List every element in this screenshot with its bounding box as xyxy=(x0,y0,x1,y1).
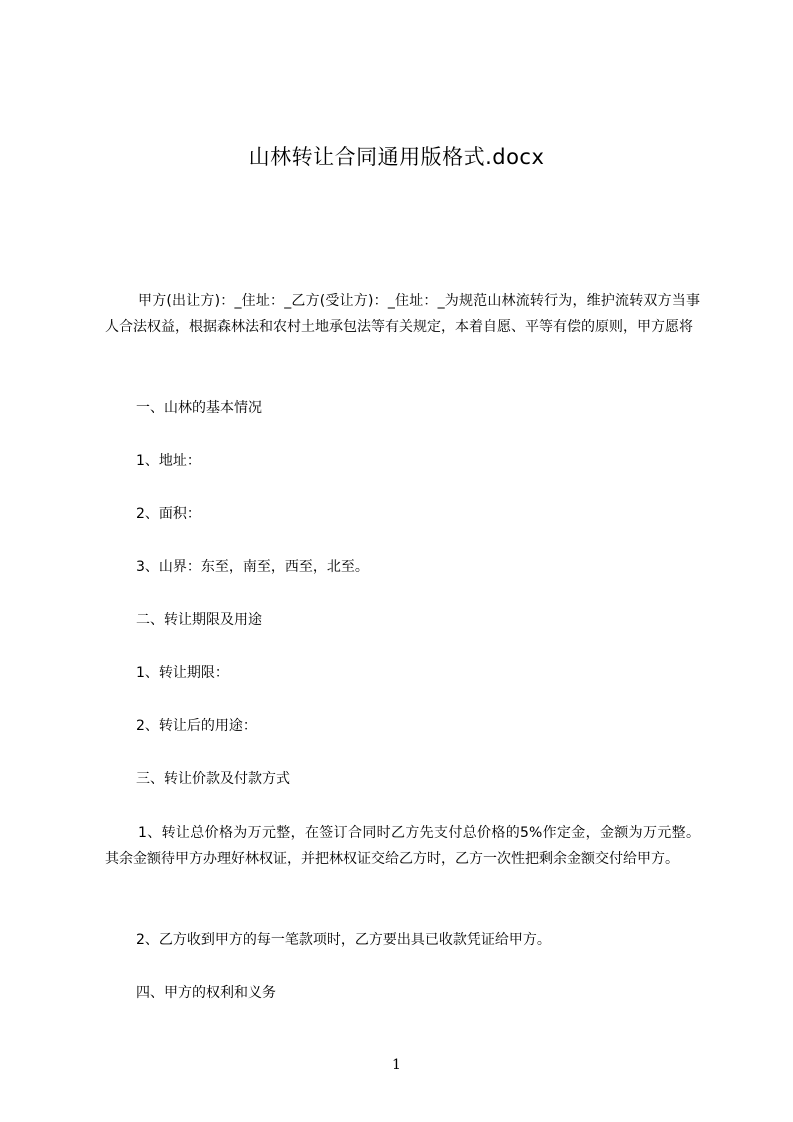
section-4-heading: 四、甲方的权利和义务 xyxy=(136,985,276,1001)
section-1-item-boundary: 3、山界：东至，南至，西至，北至。 xyxy=(136,559,369,575)
section-3-heading: 三、转让价款及付款方式 xyxy=(136,771,290,787)
page-number: 1 xyxy=(392,1057,401,1073)
section-3-item-price: 1、转让总价格为万元整，在签订合同时乙方先支付总价格的5%作定金，金额为万元整。其余金额待甲方办理好林权证，并把林权证交给乙方时，乙方一次性把剩余金额交付给甲方。 xyxy=(105,825,700,867)
section-2-heading: 二、转让期限及用途 xyxy=(136,612,262,628)
section-1-heading: 一、山林的基本情况 xyxy=(136,400,262,416)
intro-paragraph: 甲方(出让方)：_住址：_乙方(受让方)：_住址：_为规范山林流转行为，维护流转双方当事人合法权益，根据森林法和农村土地承包法等有关规定，本着自愿、平等有偿的原则，甲方愿将 xyxy=(105,293,700,335)
section-1-item-area: 2、面积： xyxy=(136,506,201,522)
document-title: 山林转让合同通用版格式.docx xyxy=(248,145,545,169)
section-2-item-usage: 2、转让后的用途： xyxy=(136,718,257,734)
section-1-item-address: 1、地址： xyxy=(136,453,201,469)
section-3-item-receipt: 2、乙方收到甲方的每一笔款项时，乙方要出具已收款凭证给甲方。 xyxy=(136,932,551,948)
section-2-item-term: 1、转让期限： xyxy=(136,665,229,681)
